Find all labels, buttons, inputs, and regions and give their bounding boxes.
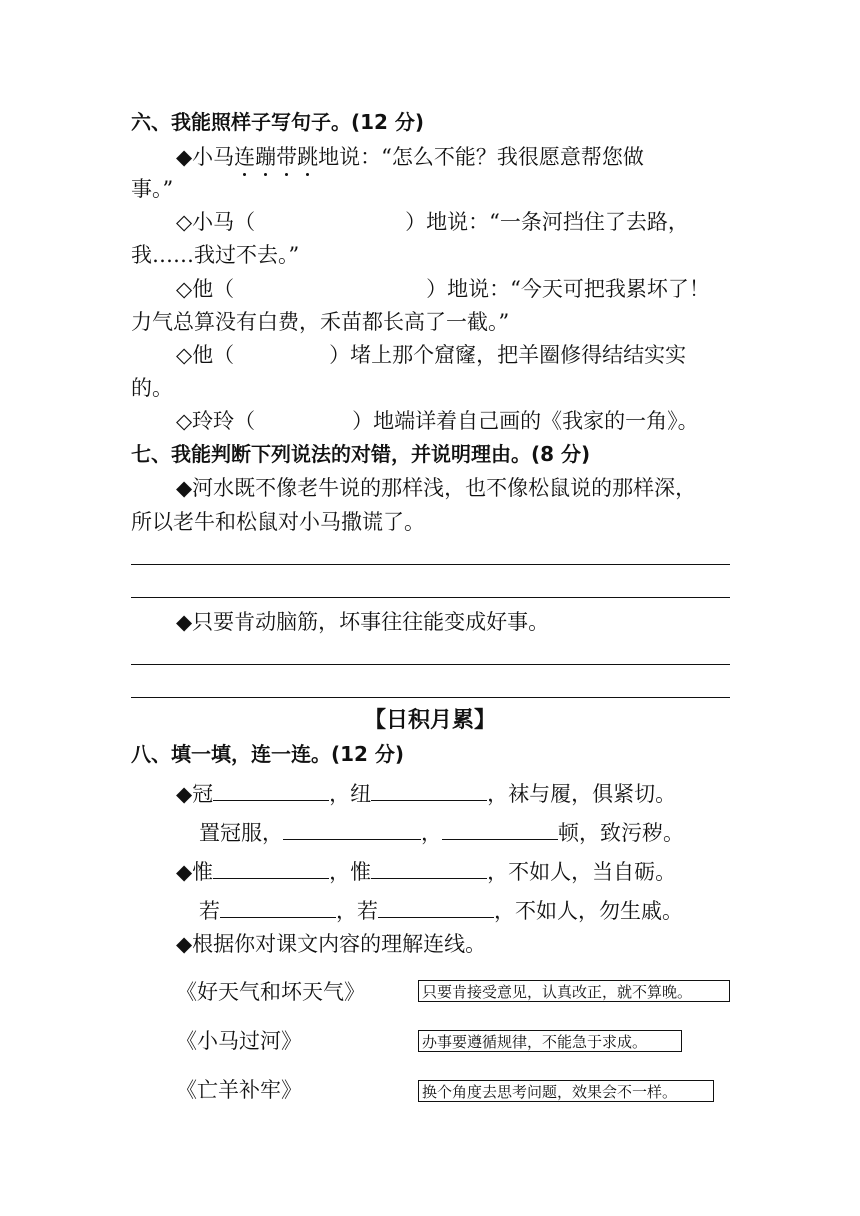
dotted-char: 带: [276, 145, 298, 169]
section-title: 【日积月累】: [363, 708, 496, 733]
fill-blank[interactable]: [213, 778, 329, 801]
fill-text: ，: [421, 821, 442, 845]
q3-suffix: ）堵上那个窟窿，把羊圈修得结结实实: [329, 343, 687, 367]
match-title[interactable]: 《亡羊补牢》: [176, 1078, 302, 1102]
fill-text: ，袜与履，俱紧切。: [487, 782, 677, 806]
statement-1-line-2: 所以老牛和松鼠对小马撒谎了。: [131, 510, 425, 534]
example-prefix: ◆小马: [176, 145, 235, 169]
fill-blank[interactable]: [283, 817, 421, 840]
example-rest: 地说：“怎么不能？我很愿意帮您做: [318, 145, 644, 169]
question-2: [176, 275, 710, 303]
statement-2: ◆只要肯动脑筋，坏事往往能变成好事。: [176, 610, 550, 634]
q1-prefix: ◇小马（: [176, 210, 256, 234]
match-moral-box[interactable]: 换个角度去思考问题，效果会不一样。: [418, 1080, 714, 1102]
question-2-continuation: 力气总算没有白费，禾苗都长高了一截。”: [131, 310, 510, 334]
q4-suffix: ）地端详着自己画的《我家的一角》。: [352, 409, 699, 433]
example-continuation: 事。”: [131, 177, 174, 201]
dotted-char: 蹦: [255, 145, 277, 169]
q2-suffix: ）地说：“今天可把我累坏了！: [426, 277, 710, 301]
question-1-continuation: 我……我过不去。”: [131, 243, 300, 267]
question-1: [176, 208, 689, 236]
fill-text: ，惟: [329, 860, 372, 884]
example-sentence: [176, 143, 644, 171]
fill-blank[interactable]: [220, 895, 336, 918]
q3-prefix: ◇他（: [176, 343, 235, 367]
fill-row-2: [199, 817, 684, 847]
fill-row-4: [199, 895, 683, 925]
dotted-char: 连: [234, 145, 256, 169]
q1-suffix: ）地说：“一条河挡住了去路，: [405, 210, 689, 234]
answer-line[interactable]: [131, 664, 730, 665]
fill-text: ◆冠: [176, 782, 214, 806]
match-title[interactable]: 《小马过河》: [176, 1029, 302, 1053]
matching-instruction: ◆根据你对课文内容的理解连线。: [176, 932, 487, 956]
fill-blank[interactable]: [371, 856, 487, 879]
fill-blank[interactable]: [213, 856, 329, 879]
fill-text: ◆惟: [176, 860, 214, 884]
fill-text: 顿，致污秽。: [558, 821, 684, 845]
match-moral-box[interactable]: 只要肯接受意见，认真改正，就不算晚。: [418, 980, 730, 1002]
fill-row-1: [176, 778, 676, 808]
fill-row-3: [176, 856, 676, 886]
section-6-heading: 六、我能照样子写句子。(12 分): [131, 110, 425, 134]
section-8-heading: 八、填一填，连一连。(12 分): [131, 742, 405, 766]
fill-text: 若: [199, 899, 220, 923]
q2-prefix: ◇他（: [176, 277, 235, 301]
answer-line[interactable]: [131, 564, 730, 565]
fill-blank[interactable]: [378, 895, 494, 918]
fill-blank[interactable]: [371, 778, 487, 801]
answer-line[interactable]: [131, 697, 730, 698]
fill-text: 置冠服，: [199, 821, 283, 845]
question-3: [176, 341, 686, 369]
section-7-heading: 七、我能判断下列说法的对错，并说明理由。(8 分): [131, 442, 591, 466]
fill-text: ，不如人，当自砺。: [487, 860, 677, 884]
fill-text: ，若: [336, 899, 378, 923]
question-4: [176, 407, 699, 435]
match-moral-box[interactable]: 办事要遵循规律，不能急于求成。: [418, 1030, 682, 1052]
fill-blank[interactable]: [442, 817, 558, 840]
fill-text: ，纽: [329, 782, 372, 806]
q4-prefix: ◇玲玲（: [176, 409, 256, 433]
statement-1-line-1: ◆河水既不像老牛说的那样浅，也不像松鼠说的那样深，: [176, 476, 697, 500]
fill-text: ，不如人，勿生戚。: [494, 899, 683, 923]
answer-line[interactable]: [131, 597, 730, 598]
question-3-continuation: 的。: [131, 376, 173, 400]
dotted-char: 跳: [297, 145, 319, 169]
match-title[interactable]: 《好天气和坏天气》: [176, 980, 365, 1004]
